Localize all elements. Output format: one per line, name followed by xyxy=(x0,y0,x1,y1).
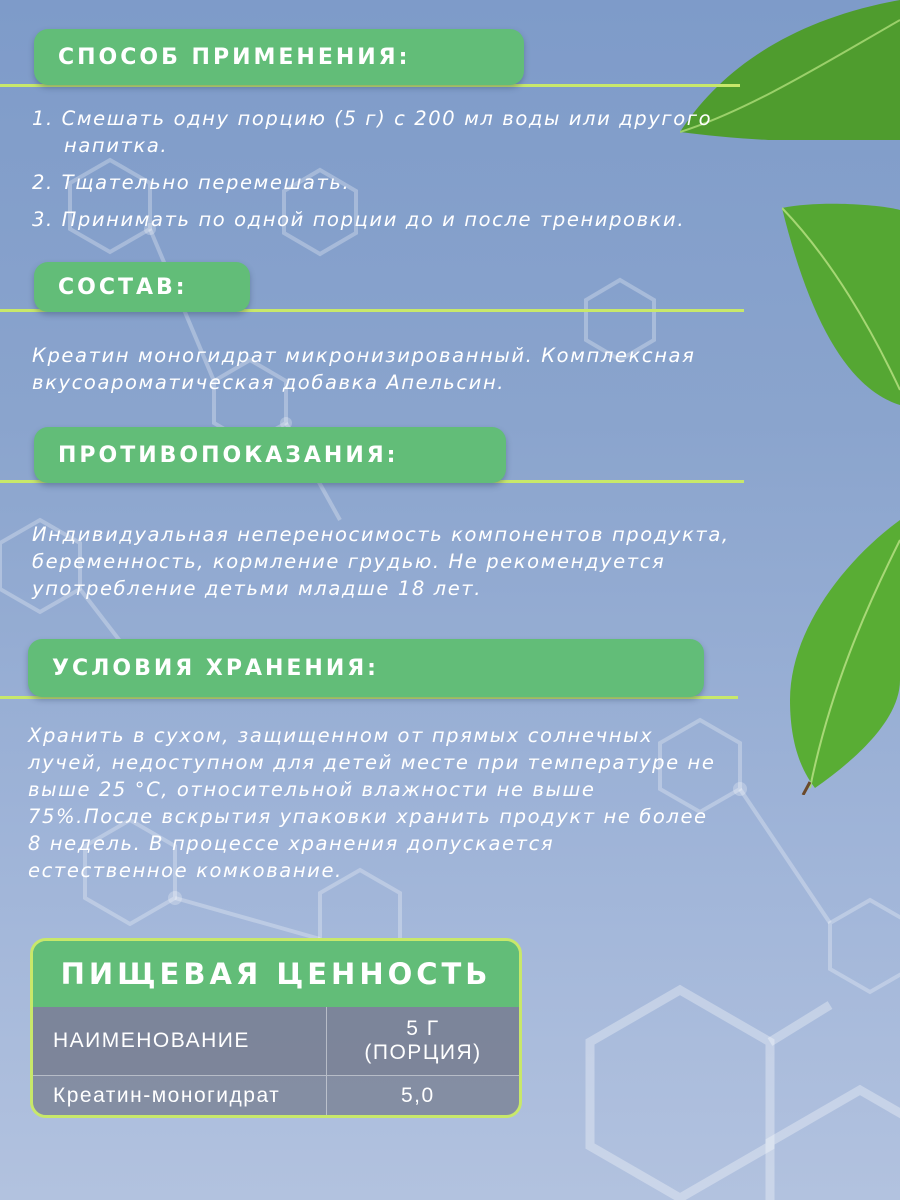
composition-text: Креатин моногидрат микронизированный. Комплексная вкусоароматическая добавка Апельсин. xyxy=(32,344,696,394)
usage-step: 1. Смешать одну порцию (5 г) с 200 мл воды или другого напитка. xyxy=(32,107,713,157)
nutrition-table xyxy=(30,938,522,1118)
storage-heading: УСЛОВИЯ ХРАНЕНИЯ: xyxy=(28,639,704,697)
storage-text: Хранить в сухом, защищенном от прямых солнечных лучей, недоступном для детей месте при температуре не выше 25 °С, относительной влажности не выше 75%.После вскрытия упаковки хранить продукт не более 8 недель. В процессе хранения допускается естественное комкование. xyxy=(28,724,716,882)
leaf-icon xyxy=(782,200,900,410)
nutrition-col-name: НАИМЕНОВАНИЕ xyxy=(33,1007,327,1075)
nutrition-col-portion xyxy=(327,1007,519,1075)
composition-heading: СОСТАВ: xyxy=(34,262,250,312)
nutrient-value: 5,0 xyxy=(401,1084,435,1107)
usage-steps xyxy=(32,105,732,243)
nutrition-header-row xyxy=(33,1007,519,1076)
leaf-icon xyxy=(785,520,900,795)
usage-step: 2. Тщательно перемешать. xyxy=(32,171,351,194)
contraindications-text: Индивидуальная непереносимость компонентов продукта, беременность, кормление грудью. Не рекомендуется употребление детьми младше 18 лет. xyxy=(32,523,730,600)
table-row xyxy=(33,1076,519,1116)
usage-heading: СПОСОБ ПРИМЕНЕНИЯ: xyxy=(34,29,524,85)
contraindications-heading: ПРОТИВОПОКАЗАНИЯ: xyxy=(34,427,506,483)
portion-amount: 5 Г xyxy=(406,1017,440,1040)
nutrient-name: Креатин-моногидрат xyxy=(33,1076,327,1116)
usage-step: 3. Принимать по одной порции до и после тренировки. xyxy=(32,208,686,231)
portion-label: (ПОРЦИЯ) xyxy=(364,1041,482,1064)
nutrition-title: ПИЩЕВАЯ ЦЕННОСТЬ xyxy=(33,941,519,1007)
